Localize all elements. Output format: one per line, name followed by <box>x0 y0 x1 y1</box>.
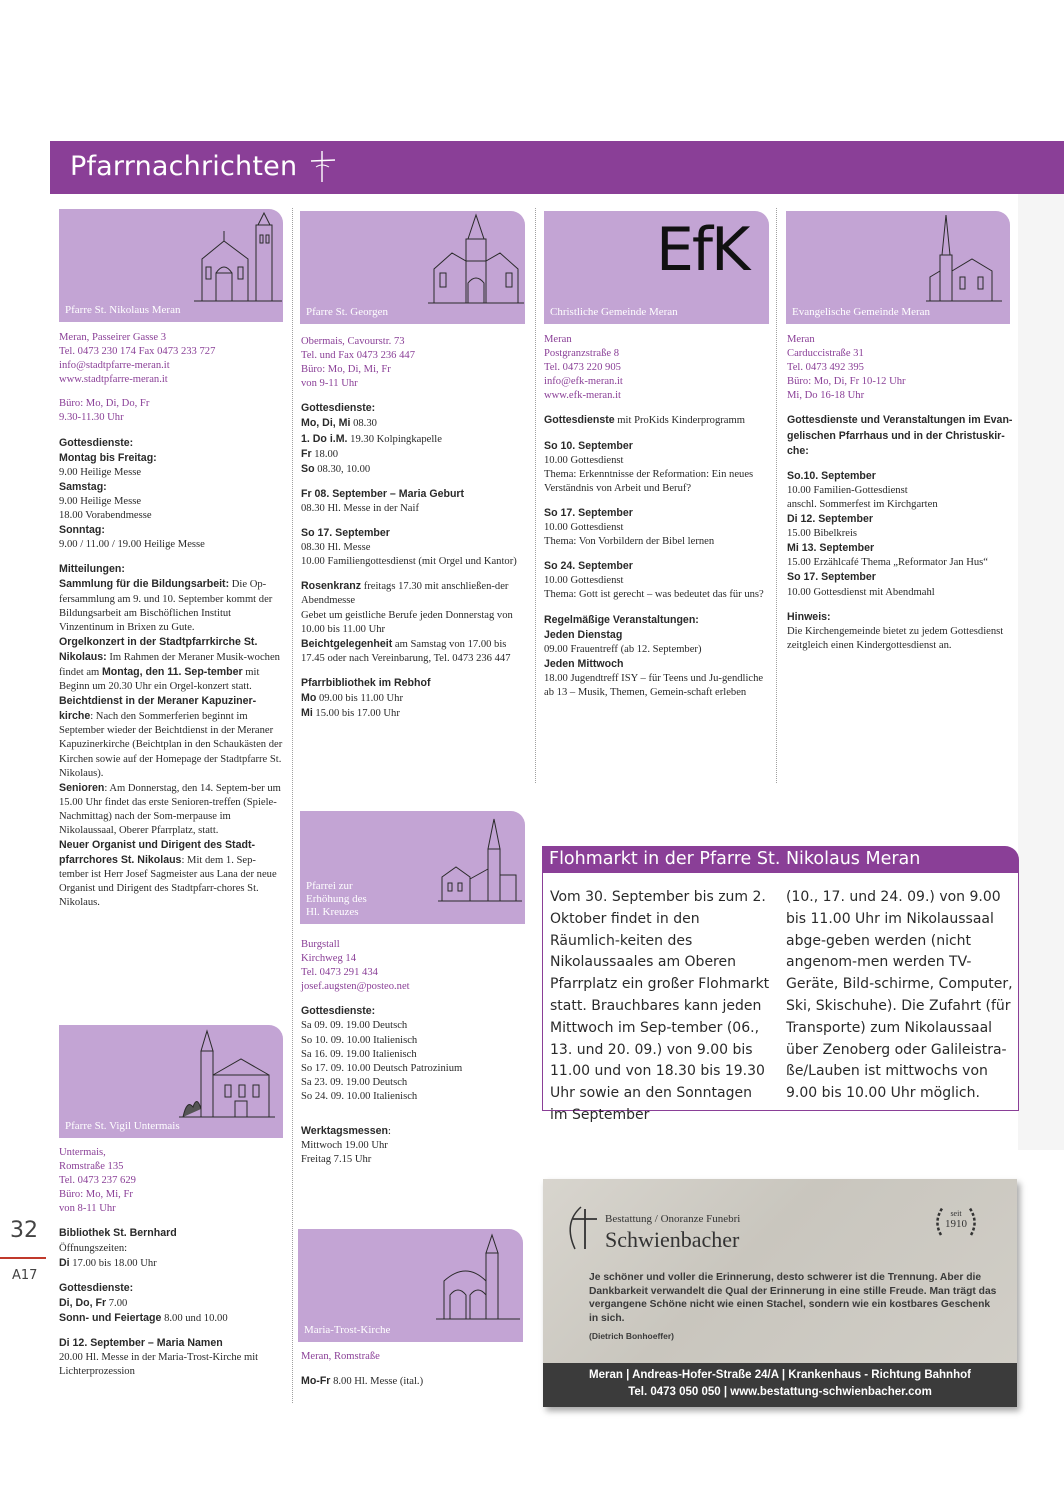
office-hours: Büro: Mo, Mi, Fr <box>59 1189 133 1201</box>
column-georgen <box>301 335 527 721</box>
time-text: 8.00 und 10.00 <box>161 1312 228 1324</box>
column-mariatrost <box>301 1350 527 1389</box>
service-time <box>301 447 527 462</box>
phone-line: Tel. 0473 230 174 Fax 0473 233 727 <box>59 346 216 358</box>
event-text: Thema: Von Vorbildern der Bibel lernen <box>544 536 715 548</box>
column-vigil <box>59 1146 285 1379</box>
event-text: 09.00 Frauentreff (ab 12. September) <box>544 643 702 655</box>
address-line: Meran <box>787 334 815 345</box>
website-link[interactable]: www.stadtpfarre-meran.it <box>59 374 168 386</box>
event-text: 10.00 Familiengottesdienst (mit Orgel und Kantor) <box>301 556 517 568</box>
address-line: Meran <box>544 334 572 345</box>
service-time: 9.00 / 11.00 / 19.00 Heilige Messe <box>59 539 205 551</box>
address-line: Meran, Romstraße <box>301 1351 380 1362</box>
office-hours: Mi, Do 16-18 Uhr <box>787 390 865 402</box>
address-line: Kirchweg 14 <box>301 953 357 965</box>
address-line: Obermais, Cavourstr. 73 <box>301 336 405 347</box>
notice-text: Gebet um geistliche Berufe jeden Donnerstag von 10.00 bis 11.00 Uhr <box>301 609 513 635</box>
notice-title: Beichtgelegenheit <box>301 637 393 650</box>
office-hours: Büro: Mo, Di, Mi, Fr <box>301 364 391 376</box>
service-time: So 10. 09. 10.00 Italienisch <box>301 1034 418 1046</box>
service-time: Mittwoch 19.00 Uhr <box>301 1140 388 1152</box>
phone-line: Tel. und Fax 0473 236 447 <box>301 350 416 362</box>
event-text: anschl. Sommerfest im Kirchgarten <box>787 498 938 510</box>
phone-line: Tel. 0473 220 905 <box>544 362 621 374</box>
address-line: Burgstall <box>301 939 340 950</box>
card-label: Pfarre St. Georgen <box>306 306 388 318</box>
church-illustration <box>179 1029 275 1121</box>
card-label <box>306 880 367 919</box>
office-hours: Büro: Mo, Di, Do, Fr <box>59 398 150 410</box>
notice-item <box>59 577 285 634</box>
opening-hours <box>301 706 527 721</box>
event-heading: So 17. September <box>787 571 876 584</box>
ad-contact-line: Tel. 0473 050 050 | www.bestattung-schwienbacher.com <box>628 1386 932 1398</box>
service-time: Sa 16. 09. 19.00 Italienisch <box>301 1048 417 1060</box>
page-code: A17 <box>12 1268 38 1283</box>
time-text: 18.00 <box>311 448 339 460</box>
day-label: Mi <box>301 707 313 720</box>
parish-card-kreuz <box>300 811 525 924</box>
day-label: Di, Do, Fr <box>59 1296 107 1309</box>
page-number: 32 <box>10 1218 38 1243</box>
day-label: Fr <box>301 447 312 460</box>
event-text: Thema: Gott ist gerecht – was bedeutet das für uns? <box>544 589 764 601</box>
flohmarkt-header <box>542 846 1019 873</box>
section-header <box>50 141 1064 194</box>
ad-contact-bar <box>543 1363 1017 1407</box>
services-heading: Gottesdienste: <box>301 402 376 415</box>
email-link[interactable]: info@efk-meran.it <box>544 376 623 388</box>
section-title: Pfarrnachrichten <box>70 151 298 182</box>
notice-title: Sammlung für die Bildungsarbeit: <box>59 578 230 591</box>
event-heading: Fr 08. September – Maria Geburt <box>301 487 465 500</box>
colon: : <box>387 1126 391 1138</box>
event-heading: Di 12. September <box>787 513 873 526</box>
event-text: 15.00 Erzählcafé Thema „Reformator Jan Hus“ <box>787 557 989 569</box>
library-heading: Pfarrbibliothek im Rebhof <box>301 676 431 689</box>
office-hours: von 9-11 Uhr <box>301 378 358 390</box>
flohmarkt-title: Flohmarkt in der Pfarre St. Nikolaus Meran <box>549 849 921 869</box>
card-label-line: Hl. Kreuzes <box>306 906 359 918</box>
service-time: Freitag 7.15 Uhr <box>301 1154 372 1166</box>
services-heading: Gottesdienste: <box>59 1281 134 1294</box>
event-heading: Jeden Mittwoch <box>544 657 624 670</box>
event-heading: Di 12. September – Maria Namen <box>59 1337 223 1350</box>
phone-line: Tel. 0473 492 395 <box>787 362 864 374</box>
opening-hours: Öffnungszeiten: <box>59 1242 128 1254</box>
column-kreuz <box>301 938 527 1167</box>
event-text: Thema: Erkenntnisse der Reformation: Ein neues Verständnis von Arbeit und Beruf? <box>544 468 754 494</box>
column-evang <box>787 333 1013 653</box>
email-link[interactable]: josef.augsten@posteo.net <box>301 981 410 993</box>
day-label: Sonn- und Feiertage <box>59 1311 162 1324</box>
service-time: So 24. 09. 10.00 Italienisch <box>301 1090 418 1102</box>
address-line: Untermais, <box>59 1147 106 1158</box>
service-time <box>301 432 527 447</box>
church-illustration <box>428 213 524 307</box>
day-label: Mo, Di, Mi <box>301 417 351 430</box>
notice-text: Die Kirchengemeinde bietet zu jedem Gottesdienst zeitgleich einen Kindergottesdienst an. <box>787 625 1004 651</box>
church-illustration <box>436 1233 520 1323</box>
services-heading: Gottesdienste: <box>301 1005 376 1018</box>
address-line: Carduccistraße 31 <box>787 348 864 360</box>
event-text: 08.30 Hl. Messe <box>301 542 371 554</box>
notice-item <box>59 635 285 694</box>
church-illustration <box>438 817 522 905</box>
day-label: 1. Do i.M. <box>301 432 348 445</box>
event-text: 20.00 Hl. Messe in der Maria-Trost-Kirche mit Lichterprozession <box>59 1352 259 1378</box>
event-heading: So 24. September <box>544 560 633 573</box>
office-hours: 9.30-11.30 Uhr <box>59 412 124 424</box>
flohmarkt-text-col2: (10., 17. und 24. 09.) von 9.00 bis 11.00 Uhr im Nikolaussaal abge-geben werden (nicht angenom-men werden TV-Geräte, Bild-schirme, Computer, Ski, Skischuhe). Die Zufahrt (für Transporte) zum Nikolaussaal über Zenoberg oder Galileistra-ße/Lauben ist mittwochs von 9.00 bis 10.00 Uhr möglich. <box>786 889 1013 1102</box>
notice-date: Montag, den 11. Sep-tember <box>101 665 243 678</box>
column-divider <box>776 208 777 783</box>
seal-badge <box>931 1201 981 1241</box>
notice-item <box>301 579 527 608</box>
notices-heading: Mitteilungen: <box>59 563 125 576</box>
ad-address-line: Meran | Andreas-Hofer-Straße 24/A | Krankenhaus - Richtung Bahnhof <box>589 1369 971 1381</box>
saturday-heading: Samstag: <box>59 480 107 493</box>
card-label-line: Erhöhung des <box>306 893 367 905</box>
office-hours: Büro: Mo, Di, Fr 10-12 Uhr <box>787 376 906 388</box>
notice-text: Im Rahmen der Meraner Musik-wochen findet am <box>59 651 280 678</box>
phone-line: Tel. 0473 237 629 <box>59 1175 136 1187</box>
time-text: 8.00 Hl. Messe (ital.) <box>330 1376 424 1388</box>
parish-card-evang <box>786 211 1010 324</box>
page-divider <box>0 1257 46 1259</box>
address-line: Meran, Passeirer Gasse 3 <box>59 332 167 343</box>
notice-heading: Hinweis: <box>787 610 831 623</box>
event-text: 10.00 Gottesdienst <box>544 522 624 534</box>
notice-text: am Samstag von 17.00 bis 17.45 oder nach Vereinbarung, Tel. 0473 236 447 <box>301 638 511 664</box>
seal-year: 1910 <box>945 1218 967 1230</box>
day-label: Mo <box>301 691 317 704</box>
ad-company-name: Schwienbacher <box>605 1227 740 1252</box>
card-label: Pfarre St. Vigil Untermais <box>65 1120 180 1132</box>
service-time <box>301 1374 527 1389</box>
ad-quote-author: (Dietrich Bonhoeffer) <box>589 1331 674 1341</box>
time-text: 08.30, 10.00 <box>314 463 371 475</box>
time-text: 09.00 bis 11.00 Uhr <box>316 692 404 704</box>
time-text: 15.00 bis 17.00 Uhr <box>312 708 400 720</box>
time-text: 7.00 <box>106 1297 128 1309</box>
service-time: So 17. 09. 10.00 Deutsch Patrozinium <box>301 1062 463 1074</box>
parish-card-mariatrost <box>298 1229 523 1342</box>
event-heading: So.10. September <box>787 469 876 482</box>
notice-text: : Am Donnerstag, den 14. Septem-ber um 15.00 Uhr findet das erste Senioren-treffen (Spiele-Nachmittag) nach der Som-merpause im Nikolaussaal, Oberer Pfarrplatz, statt. <box>59 782 281 836</box>
notice-item <box>301 637 527 666</box>
notice-text: : Nach den Sommerferien beginnt im September wieder der Beichtdienst in der Meraner Kapuzinerkirche (Beichtplan in den Schaukästen der Kirchen sowie auf der Homepage der Stadtpfarre St. Nikolaus). <box>59 711 283 779</box>
ad-subtitle: Bestattung / Onoranze Funebri <box>605 1213 741 1225</box>
email-link[interactable]: info@stadtpfarre-meran.it <box>59 360 170 372</box>
parish-card-georgen <box>300 211 525 324</box>
weekday-heading: Montag bis Freitag: <box>59 451 157 464</box>
notice-text: mit Beginn um 20.30 Uhr ein Orgel-konzert statt. <box>59 666 260 693</box>
cross-logo-icon <box>561 1203 605 1255</box>
column-nikolaus <box>59 331 285 911</box>
efk-logo: EfK <box>656 215 749 285</box>
notice-text: freitags 17.30 mit anschließen-der Abendmesse <box>301 581 509 607</box>
regular-events-heading: Regelmäßige Veranstaltungen: <box>544 613 699 626</box>
card-label: Evangelische Gemeinde Meran <box>792 306 931 318</box>
event-heading: So 17. September <box>544 506 633 519</box>
parish-card-vigil <box>59 1025 283 1138</box>
service-time: 18.00 Vorabendmesse <box>59 510 152 522</box>
column-divider <box>535 208 536 783</box>
cross-icon <box>308 149 338 183</box>
office-hours: von 8-11 Uhr <box>59 1203 116 1215</box>
weekday-heading <box>301 1124 527 1139</box>
opening-hours <box>301 691 527 706</box>
event-text: 08.30 Hl. Messe in der Naif <box>301 502 419 514</box>
services-heading: Gottesdienste <box>544 414 615 427</box>
column-divider <box>292 208 293 1403</box>
phone-line: Tel. 0473 291 434 <box>301 967 378 979</box>
services-heading: Gottesdienste: <box>59 436 134 449</box>
services-text: mit ProKids Kinderprogramm <box>614 415 745 427</box>
notice-title: Orgelkonzert in der Stadtpfarrkirche St. Nikolaus: <box>59 635 258 663</box>
card-label: Christliche Gemeinde Meran <box>550 306 678 318</box>
intro-heading: Gottesdienste und Veranstaltungen im Evan-gelischen Pfarrhaus und in der Christuskir-che: <box>787 414 1013 457</box>
notice-title: Senioren <box>59 781 105 794</box>
address-line: Romstraße 135 <box>59 1161 124 1173</box>
notice-text: : Mit dem 1. Sep-tember ist Herr Josef Sagmeister aus Lana der neue Organist und Dirigent des Stadtpfarr-chores St. Nikolaus. <box>59 855 277 909</box>
card-label-line: Pfarrei zur <box>306 880 353 892</box>
notice-item <box>59 694 285 781</box>
service-time <box>301 416 527 431</box>
right-margin-panel <box>1018 194 1064 1150</box>
notice-text: Die Op-fersammlung am 9. und 10. September kommt der Bildungsarbeit am Bischöflichen Institut Vinzentinum in Brixen zu Gute. <box>59 579 273 633</box>
flohmarkt-text-col1: Vom 30. September bis zum 2. Oktober findet in den Räumlich-keiten des Nikolaussaales am Oberen Pfarrplatz ein großer Flohmarkt statt. Brauchbares kann jeden Mittwoch im Sep-tember (06., 13. und 20. 09.) von 9.00 bis 11.00 und von 18.30 bis 19.30 Uhr sowie an den Sonntagen im September <box>550 889 770 1123</box>
church-illustration <box>194 211 282 305</box>
event-heading: Mi 13. September <box>787 542 875 555</box>
funeral-ad <box>543 1179 1017 1407</box>
event-text: 15.00 Bibelkreis <box>787 528 858 540</box>
day-label: Di <box>59 1256 70 1269</box>
card-label: Maria-Trost-Kirche <box>304 1324 391 1336</box>
time-text: 08.30 <box>350 418 377 430</box>
event-text: 10.00 Gottesdienst mit Abendmahl <box>787 586 935 598</box>
opening-hours <box>59 1256 285 1271</box>
service-time: 9.00 Heilige Messe <box>59 495 142 507</box>
parish-card-nikolaus <box>59 209 283 322</box>
notice-title: Beichtdienst in der Meraner Kapuziner-kirche <box>59 695 257 723</box>
sunday-heading: Sonntag: <box>59 524 105 537</box>
notice-title: Rosenkranz <box>301 580 362 593</box>
event-heading: So 10. September <box>544 439 633 452</box>
service-time <box>59 1311 285 1326</box>
service-time: Sa 09. 09. 19.00 Deutsch <box>301 1020 408 1032</box>
time-text: 17.00 bis 18.00 Uhr <box>69 1257 157 1269</box>
flohmarkt-body <box>542 873 1019 1123</box>
notice-title: Neuer Organist und Dirigent des Stadt-pfarrchores St. Nikolaus <box>59 839 256 867</box>
library-heading: Bibliothek St. Bernhard <box>59 1227 177 1240</box>
notice-item <box>59 838 285 910</box>
event-text: 18.00 Jugendtreff ISY – für Teens und Ju-gendliche ab 13 – Musik, Themen, Gemein-schaft erleben <box>544 672 764 698</box>
event-text: 10.00 Familien-Gottesdienst <box>787 484 908 496</box>
flohmarkt-box <box>542 846 1019 1123</box>
website-link[interactable]: www.efk-meran.it <box>544 390 621 402</box>
notice-item <box>59 781 285 838</box>
service-time <box>59 1296 285 1311</box>
event-heading: Jeden Dienstag <box>544 628 623 641</box>
church-illustration <box>926 213 1002 305</box>
seal-top-text: seit <box>950 1209 962 1218</box>
time-text: 19.30 Kolpingkapelle <box>347 433 442 445</box>
event-text: 10.00 Gottesdienst <box>544 575 624 587</box>
service-time: 9.00 Heilige Messe <box>59 466 142 478</box>
day-label: Mo-Fr <box>301 1375 331 1388</box>
column-efk <box>544 333 770 700</box>
event-text: 10.00 Gottesdienst <box>544 454 624 466</box>
parish-card-efk <box>544 211 769 324</box>
address-line: Postgranzstraße 8 <box>544 348 620 360</box>
service-time <box>301 462 527 477</box>
ad-quote: Je schöner und voller die Erinnerung, desto schwerer ist die Trennung. Aber die Dankbarkeit verwandelt die Qual der Erinnerung in eine stille Freude. Man trägt das vergangene Schöne nicht wie einen Stachel, sondern wie ein kostbares Geschenk in sich. <box>589 1272 997 1324</box>
event-heading: So 17. September <box>301 527 390 540</box>
service-time: Sa 23. 09. 19.00 Deutsch <box>301 1076 408 1088</box>
card-label: Pfarre St. Nikolaus Meran <box>65 304 181 316</box>
weekday-title: Werktagsmessen <box>301 1125 388 1138</box>
day-label: So <box>301 462 315 475</box>
services-line <box>544 413 770 428</box>
